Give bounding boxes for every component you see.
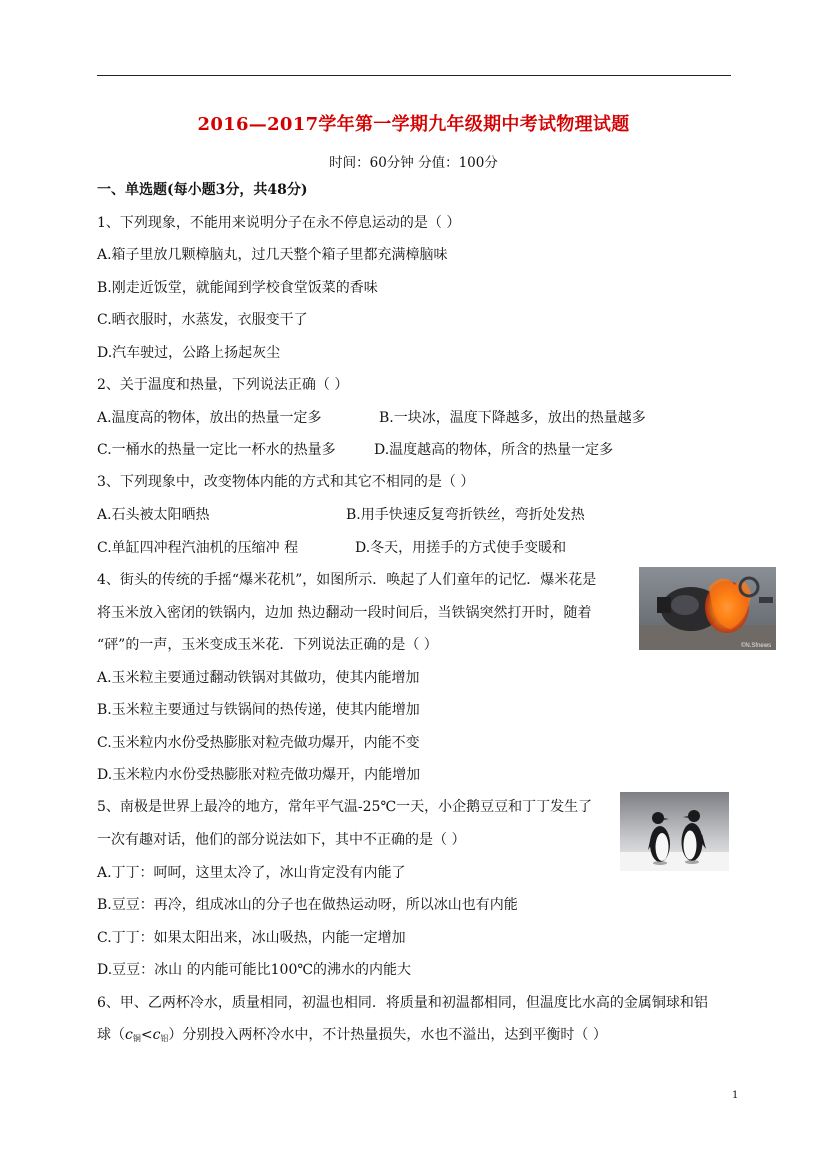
question-4-stem-line3: “砰”的一声，玉米变成玉米花．下列说法正确的是（ ）	[97, 637, 438, 653]
less-than-sign: <	[140, 1027, 153, 1043]
question-5-stem-line1: 5、南极是世界上最冷的地方，常年平气温-25℃一天，小企鹅豆豆和丁丁发生了	[97, 799, 593, 815]
question-4-option-d: D.玉米粒内水份受热膨胀对粒壳做功爆开，内能增加	[97, 767, 421, 783]
question-3-option-d: D.冬天，用搓手的方式使手变暖和	[355, 540, 567, 556]
penguins-photo	[620, 792, 729, 871]
question-3-option-b: B.用手快速反复弯折铁丝，弯折处发热	[346, 507, 585, 523]
question-5-option-b: B.豆豆：再冷，组成冰山的分子也在做热运动呀，所以冰山也有内能	[97, 897, 518, 913]
question-1-option-b: B.刚走近饭堂，就能闻到学校食堂饭菜的香味	[97, 280, 378, 296]
question-3-option-c: C.单缸四冲程汽油机的压缩冲 程	[97, 540, 299, 556]
question-5-stem-line2: 一次有趣对话，他们的部分说法如下，其中不正确的是（ ）	[97, 832, 466, 848]
question-1-option-a: A.箱子里放几颗樟脑丸，过几天整个箱子里都充满樟脑味	[97, 247, 448, 263]
specific-heat-symbol-aluminum: c	[152, 1027, 161, 1043]
popcorn-photo-watermark: ©N.Sfnews	[741, 643, 772, 649]
question-1-option-d: D.汽车驶过，公路上扬起灰尘	[97, 345, 281, 361]
question-4-stem-line1: 4、街头的传统的手摇“爆米花机”，如图所示．唤起了人们童年的记忆．爆米花是	[97, 572, 597, 588]
question-2-option-d: D.温度越高的物体，所含的热量一定多	[374, 442, 614, 458]
question-6-stem-prefix: 球（	[97, 1027, 125, 1043]
question-3-stem: 3、下列现象中，改变物体内能的方式和其它不相同的是（ ）	[97, 474, 475, 490]
question-5-option-c: C.丁丁：如果太阳出来，冰山吸热，内能一定增加	[97, 930, 406, 946]
section-heading: 一、单选题(每小题3分，共48分)	[97, 182, 308, 198]
question-4-option-c: C.玉米粒内水份受热膨胀对粒壳做功爆开，内能不变	[97, 735, 420, 751]
question-5-option-a: A.丁丁：呵呵，这里太冷了，冰山肯定没有内能了	[97, 865, 406, 881]
question-6-stem-line2	[97, 1025, 607, 1049]
copper-subscript: 铜	[132, 1034, 141, 1043]
question-6-stem-suffix: ）分别投入两杯冷水中，不计热量损失，水也不溢出，达到平衡时（ ）	[168, 1027, 607, 1043]
popcorn-machine-photo	[639, 567, 776, 650]
question-5-option-d: D.豆豆：冰山 的内能可能比100℃的沸水的内能大	[97, 962, 412, 978]
question-6-stem-line1: 6、甲、乙两杯冷水，质量相同，初温也相同．将质量和初温都相同，但温度比水高的金属铜球和铝	[97, 995, 708, 1011]
question-2-option-a: A.温度高的物体，放出的热量一定多	[97, 410, 322, 426]
exam-title: 2016—2017学年第一学期九年级期中考试物理试题	[197, 114, 630, 135]
question-2-option-b: B.一块冰，温度下降越多，放出的热量越多	[379, 410, 646, 426]
question-3-option-a: A.石头被太阳晒热	[97, 507, 210, 523]
question-4-stem-line2: 将玉米放入密闭的铁锅内，边加 热边翻动一段时间后，当铁锅突然打开时，随着	[97, 605, 592, 621]
question-4-option-a: A.玉米粒主要通过翻动铁锅对其做功，使其内能增加	[97, 670, 420, 686]
question-2-stem: 2、关于温度和热量，下列说法正确（ ）	[97, 377, 349, 393]
aluminum-subscript: 铝	[160, 1034, 169, 1043]
question-4-option-b: B.玉米粒主要通过与铁锅间的热传递，使其内能增加	[97, 702, 420, 718]
question-1-option-c: C.晒衣服时，水蒸发，衣服变干了	[97, 312, 308, 328]
page-number: 1	[732, 1090, 739, 1101]
question-1-stem: 1、下列现象，不能用来说明分子在永不停息运动的是（ ）	[97, 215, 461, 231]
exam-time-score: 时间：60分钟 分值：100分	[329, 155, 498, 171]
question-2-option-c: C.一桶水的热量一定比一杯水的热量多	[97, 442, 336, 458]
header-rule	[97, 75, 731, 76]
specific-heat-symbol-copper: c	[125, 1027, 133, 1043]
